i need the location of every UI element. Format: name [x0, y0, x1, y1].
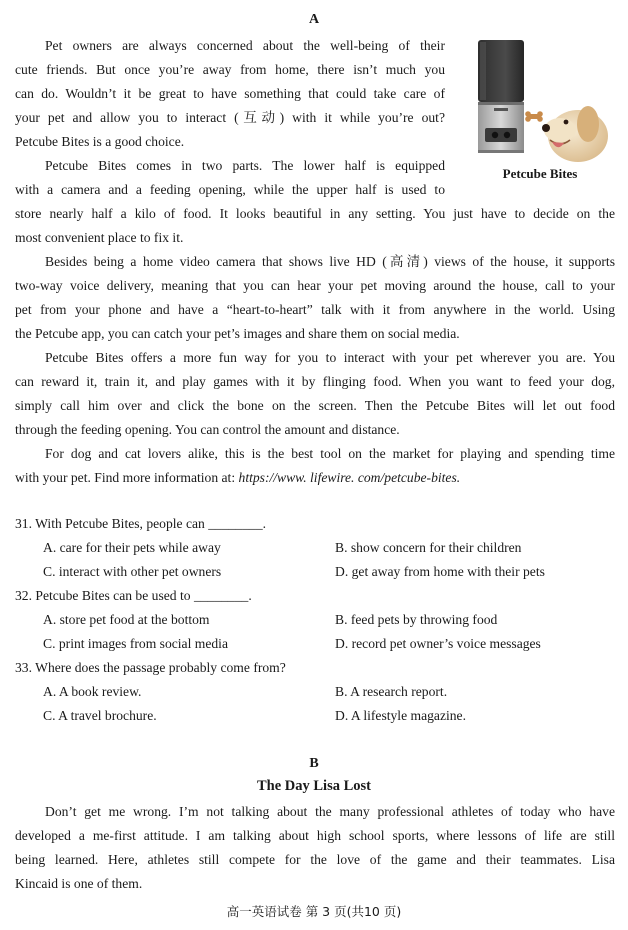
passage-b-line: Don’t get me wrong. I’m not talking about the many professional athletes of today who have	[45, 804, 615, 819]
passage-b-title: The Day Lisa Lost	[256, 778, 371, 794]
passage-a-line: simply call him over and click the bone on the screen. Then the Petcube Bites will let out food	[15, 398, 615, 413]
passage-a-line: Petcube Bites is a good choice.	[15, 134, 185, 149]
passage-a-line: through the feeding opening. You can control the amount and distance.	[15, 422, 400, 437]
section-a-letter: A	[308, 12, 320, 27]
question-33-option-c: C. A travel brochure.	[43, 708, 157, 723]
question-32-option-b: B. feed pets by throwing food	[335, 612, 498, 627]
passage-a-line: the Petcube app, you can catch your pet’s images and share them on social media.	[15, 326, 460, 341]
question-33-stem: 33. Where does the passage probably come from?	[15, 660, 286, 675]
passage-b-line: Kincaid is one of them.	[15, 876, 143, 891]
page-footer: 高一英语试卷 第 3 页(共10 页)	[226, 904, 402, 919]
passage-b-line: developed a me-first attitude. I am talking about high school sports, where lessons of life are still	[15, 828, 615, 843]
passage-a-line: cute friends. But once you’re away from home, there isn’t much you	[15, 62, 445, 77]
passage-a-line: store nearly half a kilo of food. It looks beautiful in any setting. You just have to decide on the	[15, 206, 615, 221]
question-32-option-c: C. print images from social media	[43, 636, 228, 651]
question-32-option-a: A. store pet food at the bottom	[43, 612, 210, 627]
passage-a-line: Pet owners are always concerned about the well-being of their	[45, 38, 445, 53]
info-url: https://www. lifewire. com/petcube-bites.	[238, 470, 461, 485]
passage-a-line: most convenient place to fix it.	[15, 230, 184, 245]
passage-a-line: For dog and cat lovers alike, this is the best tool on the market for playing and spending time	[45, 446, 615, 461]
passage-a-line: Besides being a home video camera that shows live HD (高清) views of the house, it supports	[45, 254, 615, 269]
image-caption: Petcube Bites	[502, 166, 578, 181]
question-31-option-b: B. show concern for their children	[335, 540, 522, 555]
section-b-letter: B	[309, 756, 319, 771]
question-32-option-d: D. record pet owner’s voice messages	[335, 636, 541, 651]
question-31-option-c: C. interact with other pet owners	[43, 564, 222, 579]
passage-a-line: Petcube Bites comes in two parts. The lower half is equipped	[45, 158, 445, 173]
question-31-option-d: D. get away from home with their pets	[335, 564, 545, 579]
question-31-option-a: A. care for their pets while away	[43, 540, 221, 555]
passage-a-line: your pet and allow you to interact (互动) with it while you’re out?	[15, 110, 445, 125]
petcube-device-icon	[478, 40, 524, 153]
bone-icon	[525, 111, 543, 122]
passage-a-line: can do. Wouldn’t it be great to have something that could take care of	[15, 86, 445, 101]
question-33-option-a: A. A book review.	[43, 684, 142, 699]
passage-a-line: with a camera and a feeding opening, while the upper half is used to	[15, 182, 445, 197]
dog-icon	[542, 106, 608, 162]
passage-a-line: two-way voice delivery, meaning that you can hear your pet moving around the house, call to your	[15, 278, 615, 293]
passage-a-line: Petcube Bites offers a more fun way for you to interact with your pet wherever you are. You	[45, 350, 615, 365]
passage-a-line-with-url	[15, 466, 615, 490]
passage-a-line: pet from your phone and have a “heart-to-heart” talk with it from anywhere in the world. Using	[15, 302, 615, 317]
passage-a-line-text: with your pet. Find more information at:	[15, 470, 239, 485]
question-31-stem: 31. With Petcube Bites, people can ________.	[15, 516, 267, 531]
petcube-bites-illustration	[468, 36, 608, 166]
question-33-option-d: D. A lifestyle magazine.	[335, 708, 466, 723]
passage-a-line: can reward it, train it, and play games with it by flinging food. When you want to feed your dog,	[15, 374, 615, 389]
passage-b-line: being learned. Here, athletes still compete for the love of the game and their teammates. Lisa	[15, 852, 615, 867]
question-33-option-b: B. A research report.	[335, 684, 448, 699]
question-32-stem: 32. Petcube Bites can be used to ________.	[15, 588, 252, 603]
